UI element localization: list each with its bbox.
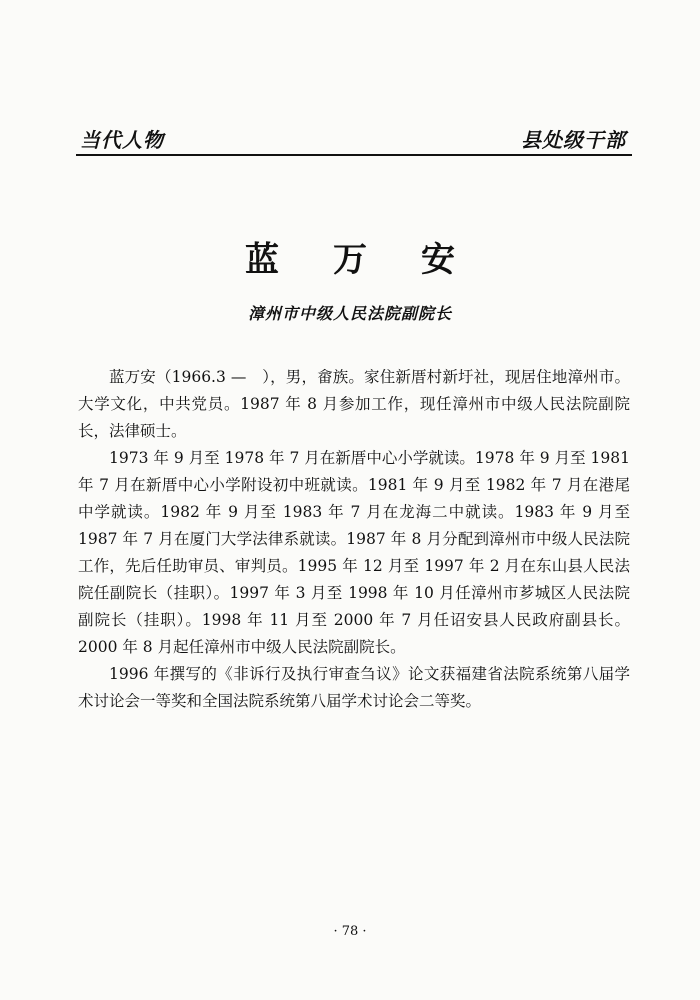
header-category-label: 县处级干部: [521, 128, 626, 152]
running-header: [78, 118, 630, 158]
page-subtitle: 漳州市中级人民法院副院长: [247, 304, 452, 323]
header-rule: [76, 154, 632, 156]
paragraph-awards: 1996 年撰写的《非诉行及执行审查刍议》论文获福建省法院系统第八届学术讨论会一等奖和全国法院系统第八届学术讨论会二等奖。: [78, 665, 630, 710]
biography-body: [78, 364, 630, 715]
page-title: 蓝万安: [245, 240, 509, 280]
paragraph-intro: 蓝万安（1966.3 — ），男，畲族。家住新厝村新圩社，现居住地漳州市。大学文化，中共党员。1987 年 8 月参加工作，现任漳州市中级人民法院副院长，法律硕士。: [78, 368, 630, 440]
header-section-label: 当代人物: [80, 128, 164, 152]
page-number: · 78 ·: [333, 924, 367, 939]
paragraph-career: 1973 年 9 月至 1978 年 7 月在新厝中心小学就读。1978 年 9 月至 1981 年 7 月在新厝中心小学附设初中班就读。1981 年 9 月至 1982 年 7 月在港尾中学就读。1982 年 9 月至 1983 年 7 月在龙海二中就读。1983 年 9 月至 1987 年 7 月在厦门大学法律系就读。1987 年 8 月分配到漳州市中级人民法院工作，先后任助审员、审判员。1995 年 12 月至 1997 年 2 月在东山县人民法院任副院长（挂职）。1997 年 3 月至 1998 年 10 月任漳州市芗城区人民法院副院长（挂职）。1998 年 11 月至 2000 年 7 月任诏安县人民政府副县长。2000 年 8 月起任漳州市中级人民法院副院长。: [78, 449, 630, 656]
